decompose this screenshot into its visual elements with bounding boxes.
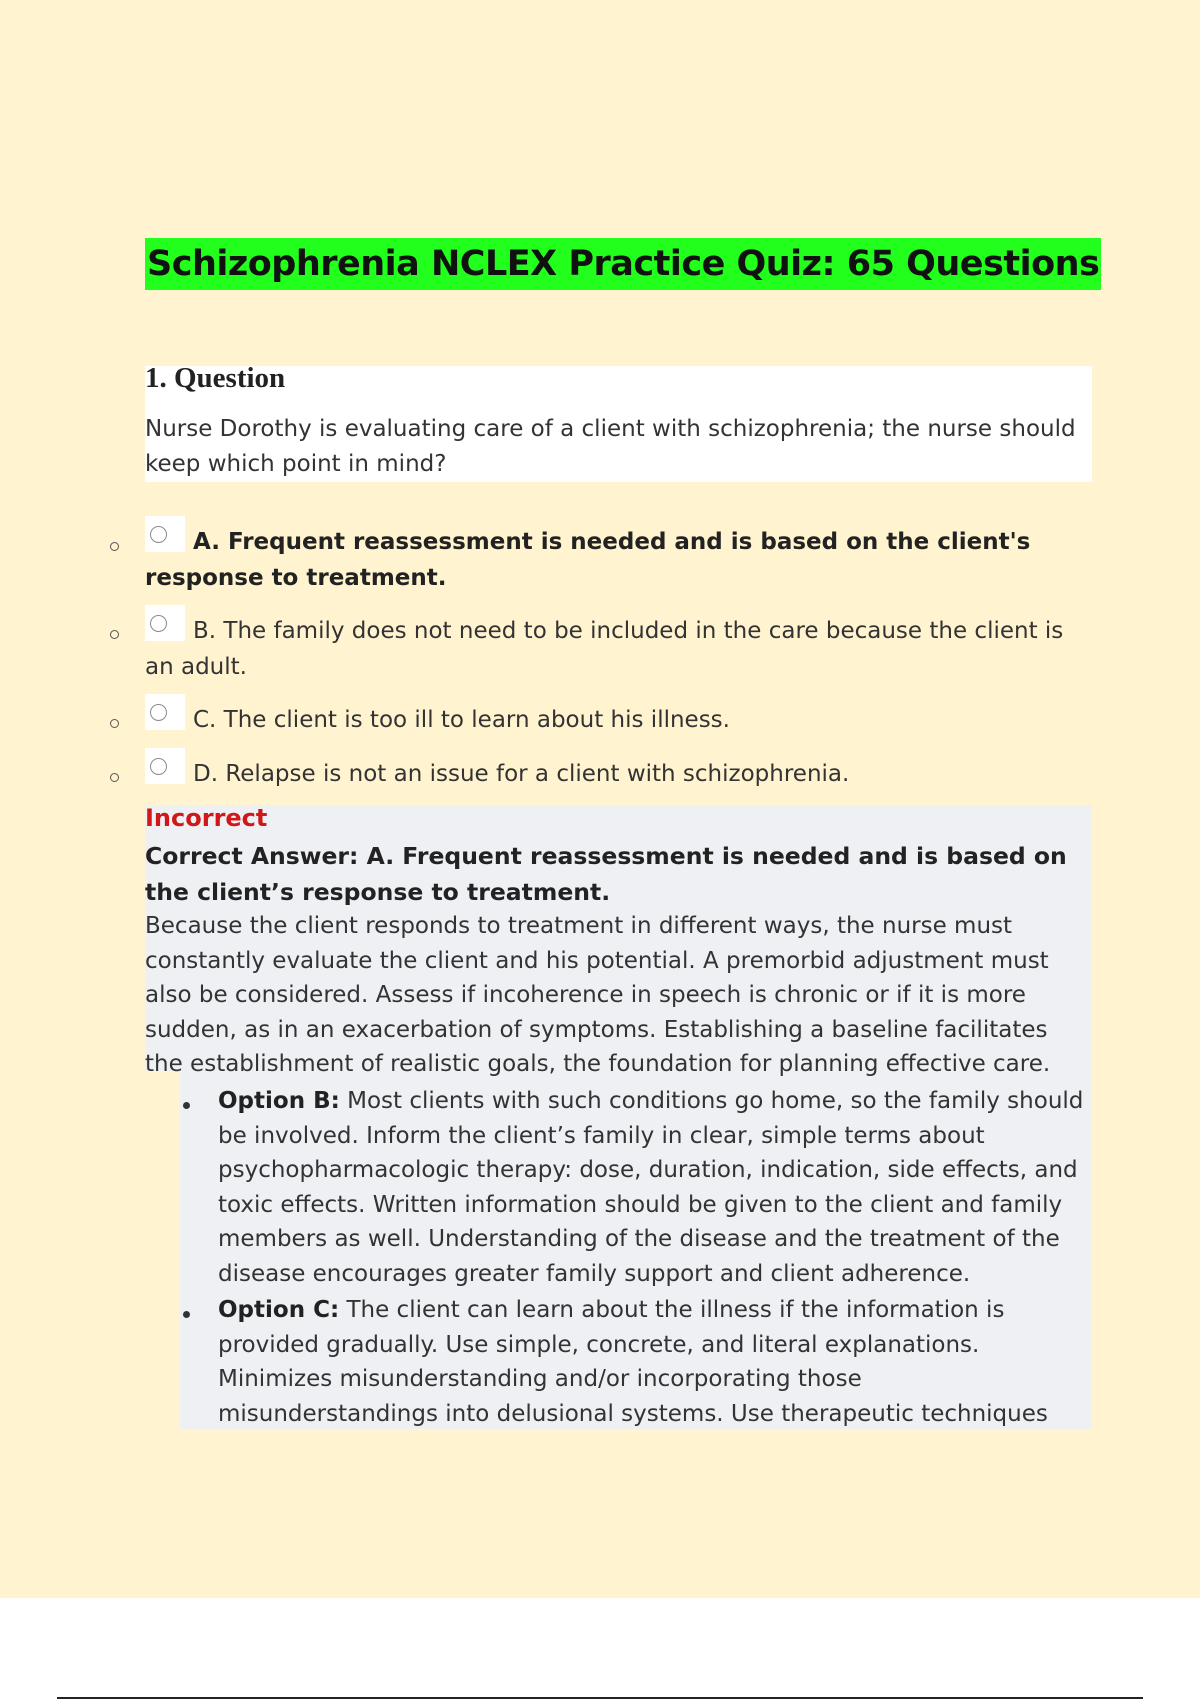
option-a-label[interactable]: A. Frequent reassessment is needed and is based on the client's response to treatment.: [145, 529, 1031, 591]
option-c-label[interactable]: C. The client is too ill to learn about his illness.: [193, 707, 730, 733]
page-title: Schizophrenia NCLEX Practice Quiz: 65 Questions: [145, 238, 1101, 290]
answer-explanation: Because the client responds to treatment in different ways, the nurse must constantly evaluate the client and his potential. A premorbid adjustment must also be considered. Assess if incoherence in speech is chronic or if it is more sudden, as in an exacerbation of symptoms. Establishing a baseline facilitates the establishment of realistic goals, the foundation for planning effective care.: [145, 913, 1051, 1077]
footer-divider: [57, 1697, 1143, 1699]
rationale-text: Most clients with such conditions go home, so the family should be involved. Inform the client’s family in clear, simple terms about psychopharmacologic therapy: dose, duration, indication, side effects, and toxic effects. Written information should be given to the client and family members as well. Understanding of the disease and the treatment of the disease encourages greater family support and client adherence.: [218, 1088, 1084, 1287]
list-bullet-icon: [110, 773, 119, 782]
rationale-option-c: [218, 1293, 1088, 1431]
option-d-label[interactable]: D. Relapse is not an issue for a client with schizophrenia.: [193, 761, 850, 787]
rationale-label: Option C:: [218, 1297, 340, 1323]
question-text: Nurse Dorothy is evaluating care of a client with schizophrenia; the nurse should keep which point in mind?: [145, 416, 1076, 477]
correct-answer: Correct Answer: A. Frequent reassessment is needed and is based on the client’s response to treatment.: [145, 842, 1067, 906]
question-heading: 1. Question: [145, 362, 286, 394]
list-bullet-icon: [110, 719, 119, 728]
list-bullet-icon: [110, 630, 119, 639]
list-bullet-icon: [110, 542, 119, 551]
result-status: Incorrect: [145, 804, 268, 832]
option-b-label[interactable]: B. The family does not need to be included in the care because the client is an adult.: [145, 618, 1064, 680]
rationale-text: The client can learn about the illness if the information is provided gradually. Use simple, concrete, and literal explanations. Minimizes misunderstanding and/or incorporating those misunderstandings into delusional systems. Use therapeutic techniques: [218, 1297, 1048, 1427]
bullet-icon: [183, 1311, 190, 1318]
rationale-label: Option B:: [218, 1088, 340, 1114]
bullet-icon: [183, 1102, 190, 1109]
rationale-option-b: [218, 1084, 1088, 1291]
